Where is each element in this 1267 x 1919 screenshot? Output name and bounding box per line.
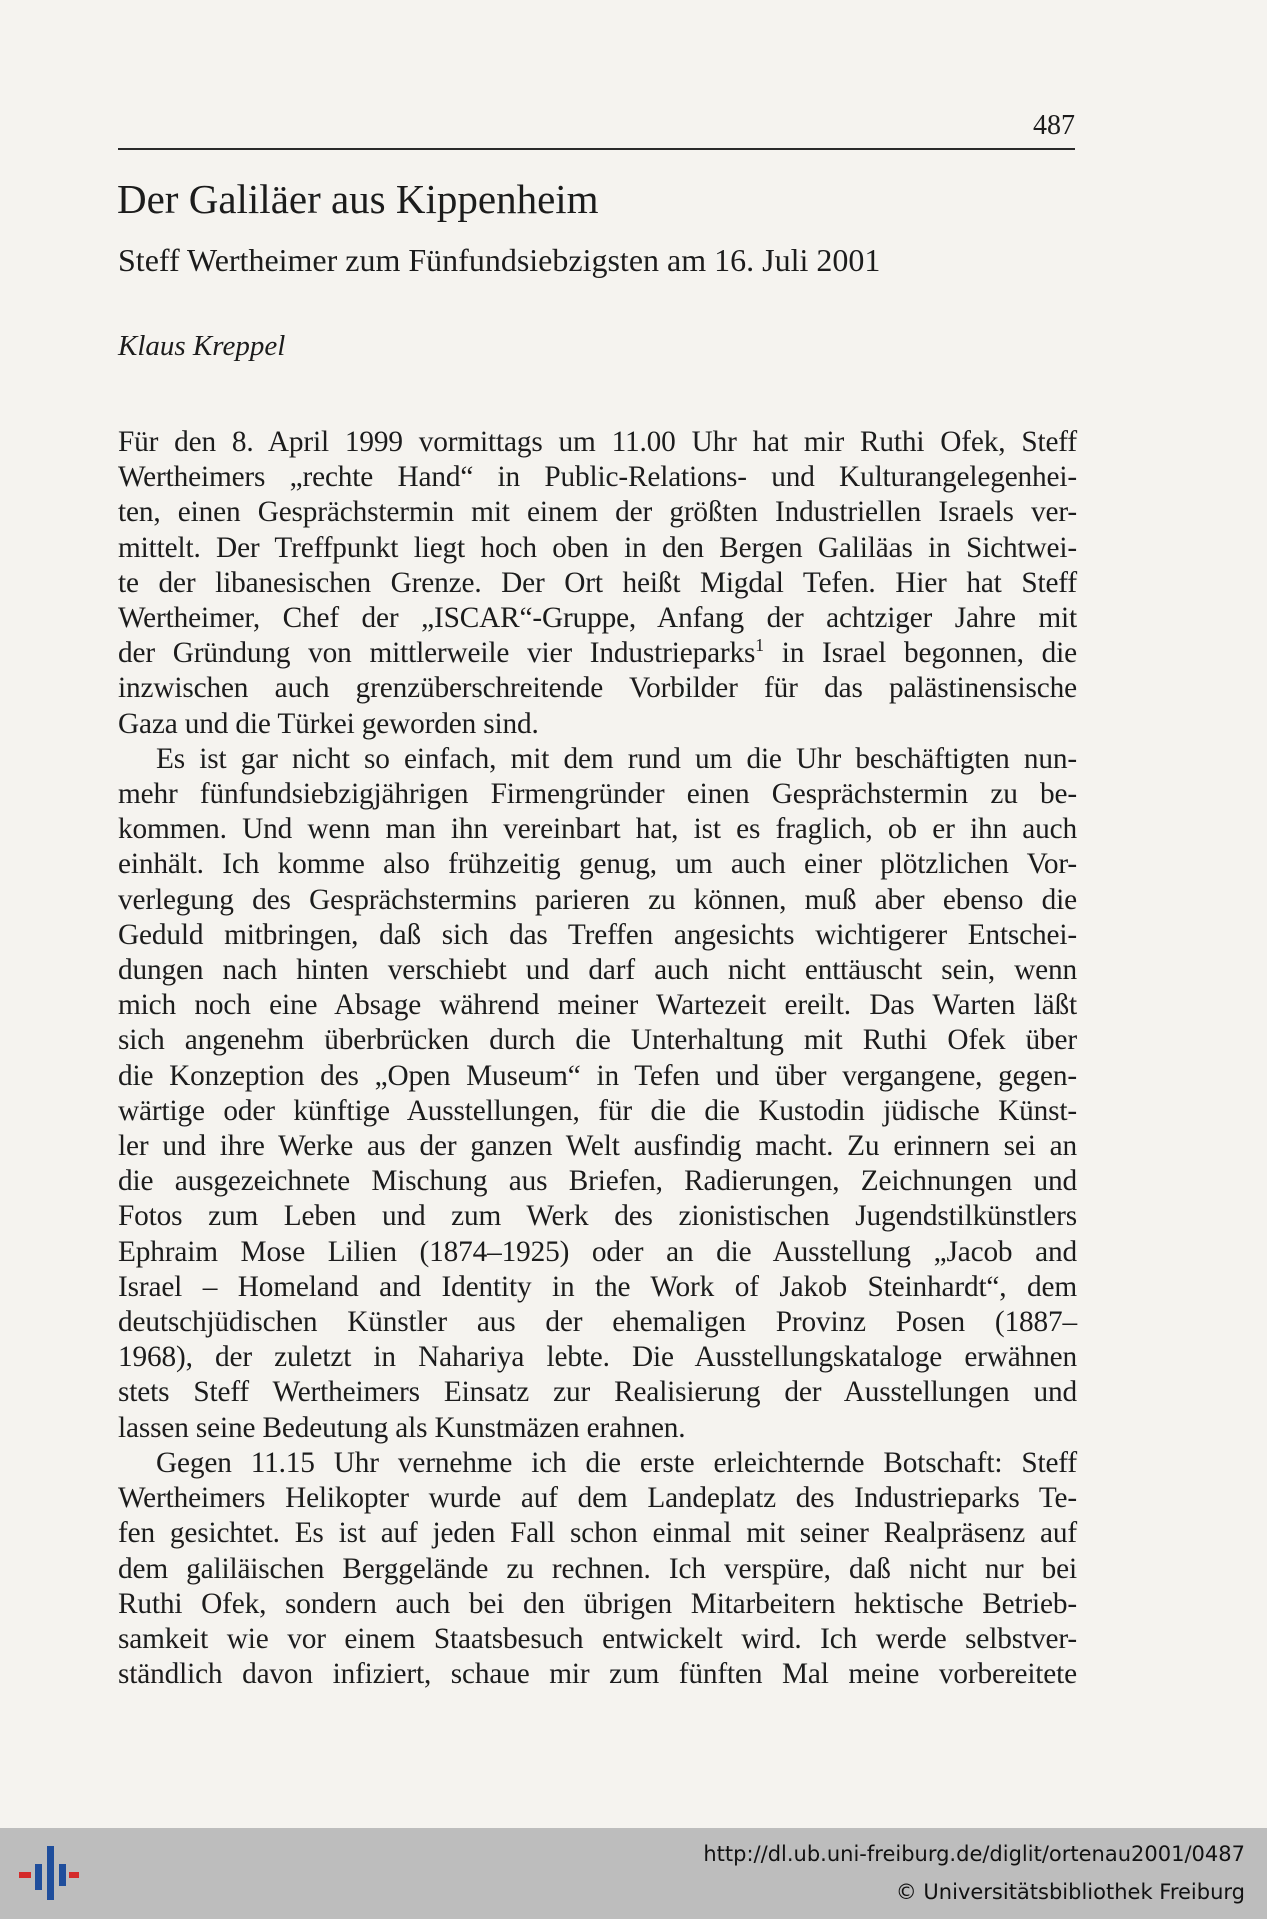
text-line-with-footnote xyxy=(118,636,1077,671)
viewer-footer xyxy=(0,1828,1267,1919)
text-line: Wertheimers Helikopter wurde auf dem Landeplatz des Industrieparks Te- xyxy=(118,1482,1077,1515)
source-url-link[interactable]: http://dl.ub.uni-freiburg.de/diglit/ortenau2001/0487 xyxy=(703,1842,1245,1866)
page-number: 487 xyxy=(1033,110,1075,141)
text-line: dem galiläischen Berggelände zu rechnen. Ich verspüre, daß nicht nur bei xyxy=(118,1552,1077,1585)
paragraph-3 xyxy=(118,1446,1077,1692)
text-line-head: der Gründung von mittlerweile vier Industrieparks xyxy=(118,637,756,670)
text-line: samkeit wie vor einem Staatsbesuch entwickelt wird. Ich werde selbstver- xyxy=(118,1622,1077,1655)
text-line: Ruthi Ofek, sondern auch bei den übrigen Mitarbeitern hektische Betrieb- xyxy=(118,1587,1077,1620)
text-line: einhält. Ich komme also frühzeitig genug, um auch einer plötzlichen Vor- xyxy=(118,848,1077,881)
text-line: mehr fünfundsiebzigjährigen Firmengründer einen Gesprächstermin zu be- xyxy=(118,778,1077,811)
text-line: Es ist gar nicht so einfach, mit dem rund um die Uhr beschäftigten nun- xyxy=(156,742,1077,775)
text-line: Wertheimers „rechte Hand“ in Public-Relations- und Kulturangelegenhei- xyxy=(118,461,1077,494)
text-line: wärtige oder künftige Ausstellungen, für die die Kustodin jüdische Künst- xyxy=(118,1094,1077,1127)
text-line: Wertheimer, Chef der „ISCAR“-Gruppe, Anfang der achtziger Jahre mit xyxy=(118,602,1077,635)
copyright-notice: © Universitätsbibliothek Freiburg xyxy=(895,1880,1245,1904)
text-line: Israel – Homeland and Identity in the Work of Jakob Steinhardt“, dem xyxy=(118,1270,1077,1303)
text-line: Fotos zum Leben und zum Werk des zionistischen Jugendstilkünstlers xyxy=(118,1200,1077,1233)
text-line: kommen. Und wenn man ihn vereinbart hat, ist es fraglich, ob er ihn auch xyxy=(118,813,1077,846)
text-line: mich noch eine Absage während meiner Wartezeit ereilt. Das Warten läßt xyxy=(118,989,1077,1022)
text-line: Ephraim Mose Lilien (1874–1925) oder an die Ausstellung „Jacob and xyxy=(118,1235,1077,1268)
footnote-reference[interactable]: 1 xyxy=(755,635,764,656)
article-body xyxy=(118,425,1077,1692)
text-line: Für den 8. April 1999 vormittags um 11.00 Uhr hat mir Ruthi Ofek, Steff xyxy=(118,426,1077,458)
text-line: ständlich davon infiziert, schaue mir zum fünften Mal meine vorbereitete xyxy=(118,1658,1077,1691)
text-line: deutschjüdischen Künstler aus der ehemaligen Provinz Posen (1887– xyxy=(118,1306,1077,1339)
article-subtitle: Steff Wertheimer zum Fünfundsiebzigsten am 16. Juli 2001 xyxy=(118,242,881,278)
paragraph-2 xyxy=(118,742,1077,1446)
text-line: ler und ihre Werke aus der ganzen Welt ausfindig macht. Zu erinnern sei an xyxy=(118,1130,1077,1163)
text-line: die Konzeption des „Open Museum“ in Tefen und über vergangene, gegen- xyxy=(118,1059,1077,1092)
text-line: verlegung des Gesprächstermins parieren zu können, muß aber ebenso die xyxy=(118,883,1077,916)
article-author: Klaus Kreppel xyxy=(118,330,286,362)
text-line: die ausgezeichnete Mischung aus Briefen, Radierungen, Zeichnungen und xyxy=(118,1165,1077,1198)
text-line: inzwischen auch grenzüberschreitende Vorbilder für das palästinensische xyxy=(118,672,1077,705)
text-line: Gaza und die Türkei geworden sind. xyxy=(118,707,539,740)
text-line: dungen nach hinten verschiebt und darf auch nicht enttäuscht sein, wenn xyxy=(118,954,1077,987)
text-line: stets Steff Wertheimers Einsatz zur Realisierung der Ausstellungen und xyxy=(118,1376,1077,1409)
paragraph-1 xyxy=(118,425,1077,742)
text-line: ten, einen Gesprächstermin mit einem der größten Industriellen Israels ver- xyxy=(118,496,1077,529)
header-rule xyxy=(118,148,1075,150)
text-line: Gegen 11.15 Uhr vernehme ich die erste erleichternde Botschaft: Steff xyxy=(156,1446,1077,1479)
text-line: mittelt. Der Treffpunkt liegt hoch oben in den Bergen Galiläas in Sichtwei- xyxy=(118,531,1077,564)
text-line: lassen seine Bedeutung als Kunstmäzen erahnen. xyxy=(118,1411,686,1444)
text-line-tail: in Israel begonnen, die xyxy=(763,637,1078,670)
text-line: sich angenehm überbrücken durch die Unterhaltung mit Ruthi Ofek über xyxy=(118,1024,1077,1057)
text-line: fen gesichtet. Es ist auf jeden Fall schon einmal mit seiner Realpräsenz auf xyxy=(118,1517,1077,1550)
article-title: Der Galiläer aus Kippenheim xyxy=(117,176,599,222)
ub-freiburg-logo-icon xyxy=(17,1838,81,1908)
text-line: 1968), der zuletzt in Nahariya lebte. Die Ausstellungskataloge erwähnen xyxy=(118,1341,1077,1374)
text-line: Geduld mitbringen, daß sich das Treffen angesichts wichtigerer Entschei- xyxy=(118,918,1077,951)
text-line: te der libanesischen Grenze. Der Ort heißt Migdal Tefen. Hier hat Steff xyxy=(118,566,1077,599)
